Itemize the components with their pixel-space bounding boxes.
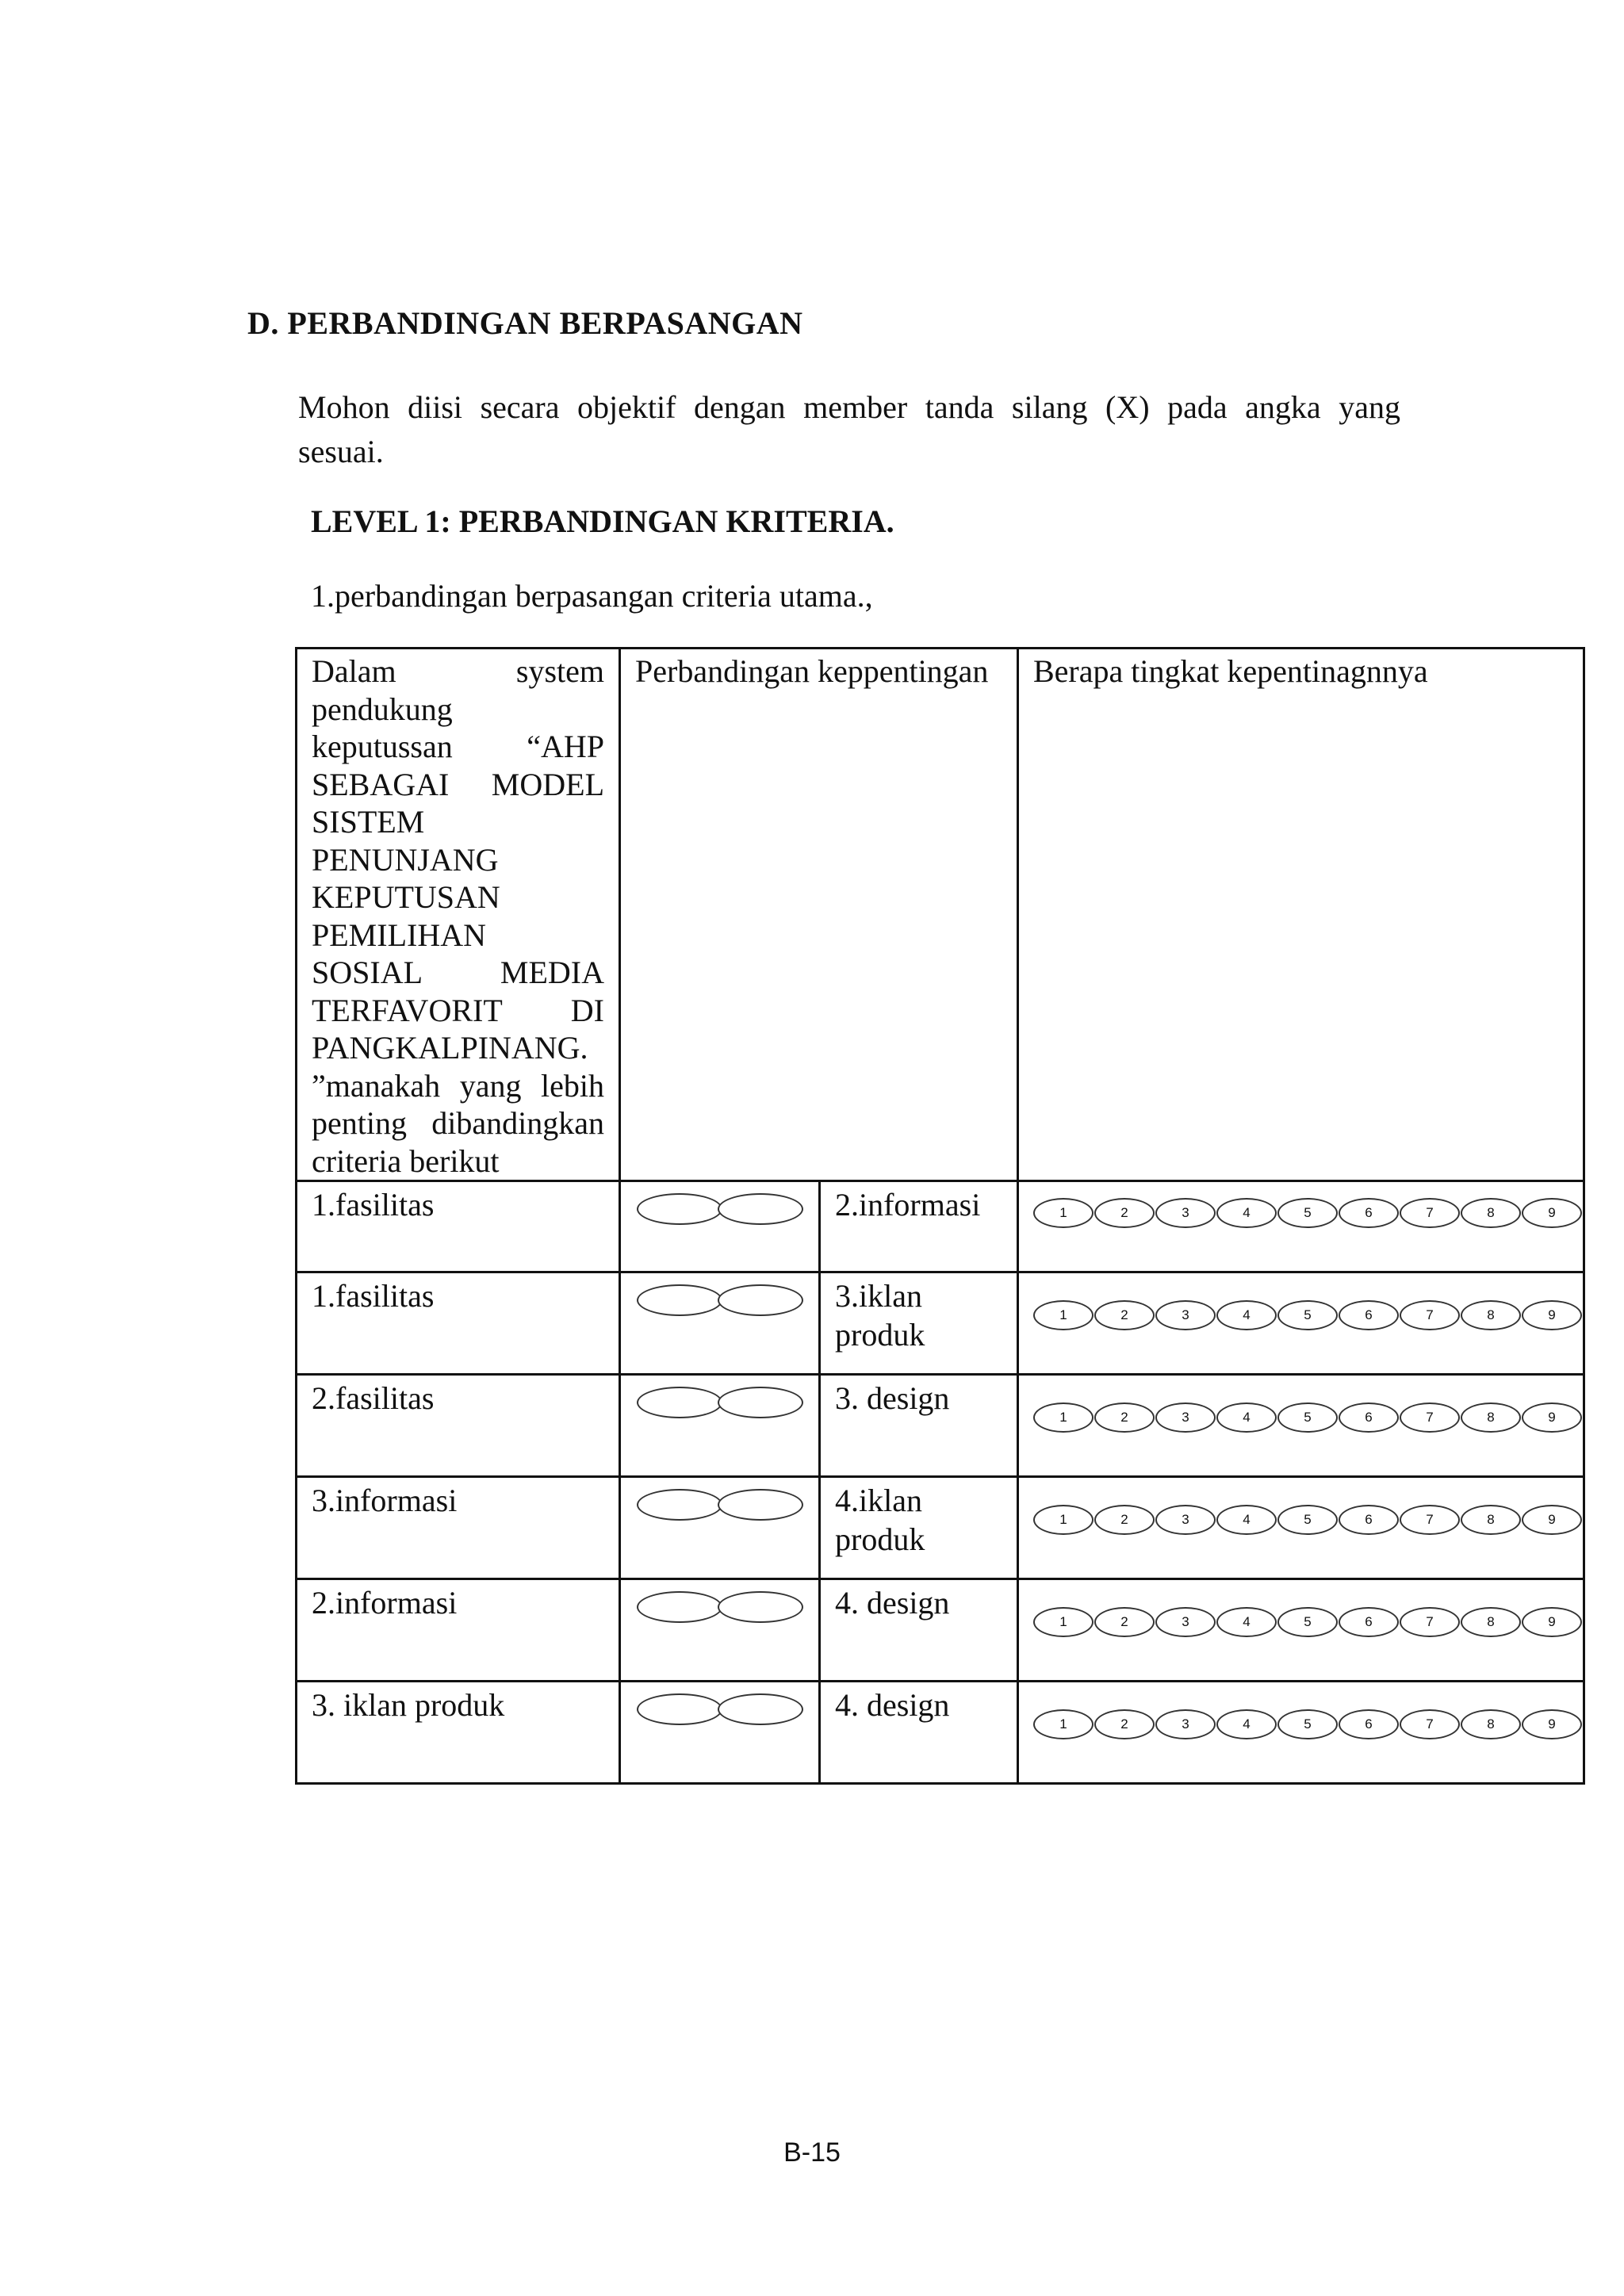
scale-option[interactable]: 3 [1155,1402,1216,1433]
scale-option[interactable]: 3 [1155,1709,1216,1739]
choice-oval-left[interactable] [637,1284,722,1316]
criterion-left: 3.informasi [297,1477,620,1579]
criterion-right: 4. design [820,1579,1018,1682]
section-title: D. PERBANDINGAN BERPASANGAN [247,305,803,341]
scale-option[interactable]: 8 [1461,1607,1521,1637]
scale-option[interactable]: 6 [1339,1709,1399,1739]
scale-option[interactable]: 7 [1400,1300,1460,1330]
choice-oval-right[interactable] [718,1591,803,1623]
intro-line: PANGKALPINANG. [312,1030,588,1066]
scale-option[interactable]: 7 [1400,1402,1460,1433]
choice-oval-left[interactable] [637,1193,722,1225]
scale-option[interactable]: 5 [1277,1709,1338,1739]
choice-ovals [637,1379,804,1418]
intro-line: SISTEM [312,804,425,840]
importance-scale [1033,1273,1583,1330]
scale-option[interactable]: 1 [1033,1402,1094,1433]
scale-option[interactable]: 4 [1216,1198,1277,1228]
scale-option[interactable]: 6 [1339,1505,1399,1535]
scale-option[interactable]: 4 [1216,1607,1277,1637]
choice-oval-right[interactable] [718,1489,803,1521]
scale-option[interactable]: 6 [1339,1607,1399,1637]
scale-option[interactable]: 4 [1216,1505,1277,1535]
importance-scale [1033,1682,1583,1739]
scale-option[interactable]: 9 [1522,1300,1582,1330]
comparison-row [297,1375,1584,1477]
scale-cell [1018,1181,1584,1272]
choice-oval-right[interactable] [718,1284,803,1316]
scale-option[interactable]: 6 [1339,1402,1399,1433]
comparison-row [297,1579,1584,1682]
scale-option[interactable]: 2 [1094,1709,1155,1739]
intro-line: TERFAVORIT DI [312,992,604,1028]
scale-option[interactable]: 9 [1522,1709,1582,1739]
scale-option[interactable]: 6 [1339,1198,1399,1228]
intro-line: SEBAGAI MODEL [312,766,604,802]
scale-option[interactable]: 5 [1277,1505,1338,1535]
scale-cell [1018,1477,1584,1579]
scale-option[interactable]: 5 [1277,1402,1338,1433]
scale-option[interactable]: 8 [1461,1198,1521,1228]
scale-option[interactable]: 2 [1094,1300,1155,1330]
intro-line: penting dibandingkan [312,1105,604,1141]
choice-oval-right[interactable] [718,1387,803,1418]
header-level: Berapa tingkat kepentinagnnya [1018,649,1584,1181]
criterion-left: 2.informasi [297,1579,620,1682]
scale-option[interactable]: 5 [1277,1198,1338,1228]
comparison-table [295,647,1585,1785]
criterion-left: 3. iklan produk [297,1682,620,1784]
scale-option[interactable]: 1 [1033,1198,1094,1228]
intro-line: keputussan “AHP [312,729,604,764]
criterion-right: 3.iklan produk [820,1272,1018,1375]
choice-ovals-cell [620,1477,820,1579]
choice-ovals [637,1276,804,1316]
scale-option[interactable]: 1 [1033,1505,1094,1535]
scale-option[interactable]: 5 [1277,1607,1338,1637]
importance-scale [1033,1478,1583,1535]
scale-option[interactable]: 2 [1094,1402,1155,1433]
comparison-row [297,1477,1584,1579]
scale-option[interactable]: 9 [1522,1607,1582,1637]
criterion-right: 2.informasi [820,1181,1018,1272]
importance-scale [1033,1376,1583,1433]
scale-option[interactable]: 7 [1400,1709,1460,1739]
scale-option[interactable]: 4 [1216,1402,1277,1433]
choice-oval-right[interactable] [718,1693,803,1725]
scale-option[interactable]: 1 [1033,1607,1094,1637]
choice-oval-left[interactable] [637,1489,722,1521]
intro-line: PENUNJANG [312,841,499,878]
intro-line: SOSIAL MEDIA [312,955,604,990]
criterion-left: 1.fasilitas [297,1181,620,1272]
criterion-left: 1.fasilitas [297,1272,620,1375]
choice-ovals-cell [620,1579,820,1682]
intro-line: KEPUTUSAN [312,879,500,915]
comparison-row [297,1181,1584,1272]
intro-line: PEMILIHAN [312,916,486,953]
criterion-right: 3. design [820,1375,1018,1477]
scale-cell [1018,1579,1584,1682]
scale-option[interactable]: 7 [1400,1505,1460,1535]
criterion-right: 4.iklan produk [820,1477,1018,1579]
choice-ovals-cell [620,1682,820,1784]
importance-scale [1033,1182,1583,1228]
scale-option[interactable]: 2 [1094,1607,1155,1637]
scale-option[interactable]: 1 [1033,1300,1094,1330]
scale-option[interactable]: 5 [1277,1300,1338,1330]
scale-option[interactable]: 9 [1522,1198,1582,1228]
choice-ovals [637,1583,804,1623]
subtitle: 1.perbandingan berpasangan criteria utama., [311,578,873,614]
scale-cell [1018,1682,1584,1784]
choice-ovals-cell [620,1272,820,1375]
scale-option[interactable]: 2 [1094,1505,1155,1535]
intro-line: Dalam system [312,653,604,689]
intro-line: pendukung [312,691,453,727]
header-row [297,649,1584,1181]
scale-option[interactable]: 2 [1094,1198,1155,1228]
choice-oval-right[interactable] [718,1193,803,1225]
choice-ovals [637,1481,804,1521]
choice-oval-left[interactable] [637,1591,722,1623]
criterion-right: 4. design [820,1682,1018,1784]
scale-option[interactable]: 8 [1461,1505,1521,1535]
choice-oval-left[interactable] [637,1387,722,1418]
scale-option[interactable]: 3 [1155,1198,1216,1228]
scale-option[interactable]: 3 [1155,1607,1216,1637]
intro-line: criteria berikut [312,1142,500,1179]
intro-line: ”manakah yang lebih [312,1067,604,1104]
scale-option[interactable]: 8 [1461,1402,1521,1433]
page-number: B-15 [783,2137,841,2168]
choice-oval-left[interactable] [637,1693,722,1725]
scale-option[interactable]: 8 [1461,1300,1521,1330]
criterion-left: 2.fasilitas [297,1375,620,1477]
scale-option[interactable]: 7 [1400,1198,1460,1228]
choice-ovals [637,1185,804,1225]
choice-ovals [637,1686,804,1725]
intro-cell [297,649,620,1181]
choice-ovals-cell [620,1375,820,1477]
scale-option[interactable]: 1 [1033,1709,1094,1739]
scale-option[interactable]: 9 [1522,1505,1582,1535]
scale-option[interactable]: 3 [1155,1505,1216,1535]
scale-option[interactable]: 3 [1155,1300,1216,1330]
header-compare: Perbandingan keppentingan [620,649,1018,1181]
importance-scale [1033,1580,1583,1637]
scale-option[interactable]: 4 [1216,1300,1277,1330]
scale-option[interactable]: 4 [1216,1709,1277,1739]
level-title: LEVEL 1: PERBANDINGAN KRITERIA. [311,503,894,539]
comparison-row [297,1682,1584,1784]
scale-option[interactable]: 9 [1522,1402,1582,1433]
comparison-row [297,1272,1584,1375]
scale-cell [1018,1375,1584,1477]
scale-option[interactable]: 8 [1461,1709,1521,1739]
choice-ovals-cell [620,1181,820,1272]
scale-option[interactable]: 7 [1400,1607,1460,1637]
scale-cell [1018,1272,1584,1375]
instruction-text: Mohon diisi secara objektif dengan member tanda silang (X) pada angka yang sesuai. [298,389,1400,469]
scale-option[interactable]: 6 [1339,1300,1399,1330]
